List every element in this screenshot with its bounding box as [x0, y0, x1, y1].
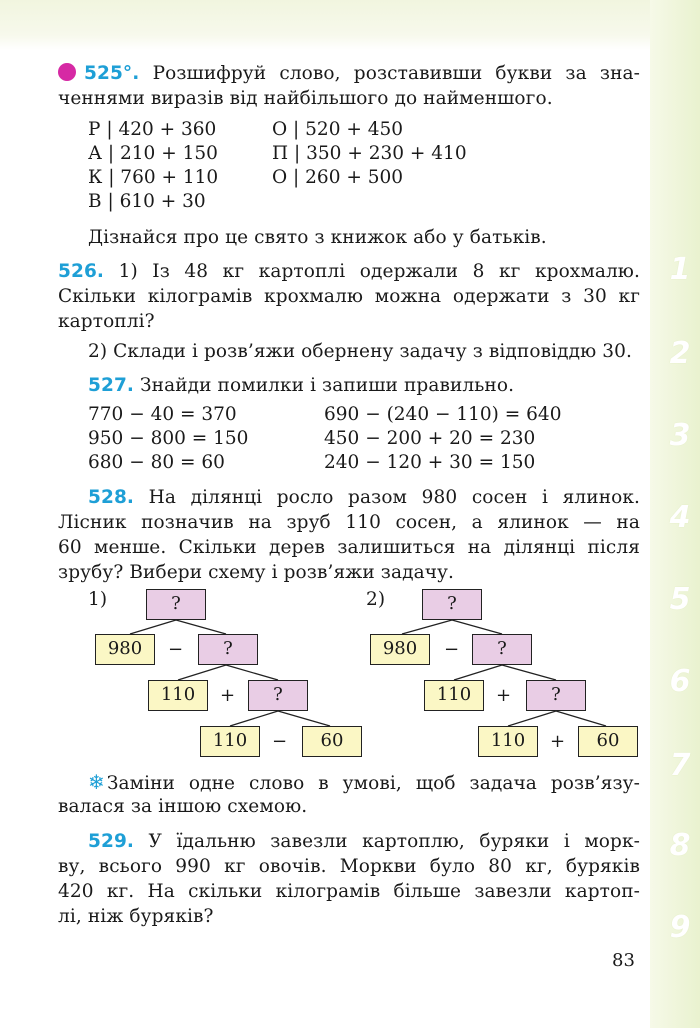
side-tab-1[interactable]: 1	[669, 252, 691, 287]
task-526-line1: 526. 1) Із 48 кг картоплі одержали 8 кг крохмалю.	[58, 261, 640, 282]
scheme-2-result-box: ?	[422, 589, 482, 620]
scheme-2-operator: +	[496, 685, 512, 706]
side-tab-6[interactable]: 6	[669, 664, 691, 699]
expr-row: П | 350 + 230 + 410	[272, 143, 467, 164]
scheme-2-value-box: 110	[478, 726, 538, 757]
task-529-number: 529.	[88, 831, 135, 852]
scheme-1-value-box: 980	[95, 634, 155, 665]
task-526-line3: картоплі?	[58, 311, 155, 332]
scheme-2-value-box: 60	[578, 726, 638, 757]
scheme-2-operator: −	[444, 639, 460, 660]
task-529-line1: 529. У їдальню завезли картоплю, буряки і морк-	[88, 831, 641, 852]
scheme-2-operator: +	[550, 731, 566, 752]
scheme-1-operator: −	[168, 639, 184, 660]
scheme-1-label: 1)	[88, 589, 108, 610]
scheme-2-value-box: 980	[370, 634, 430, 665]
scheme-1-result-box: ?	[146, 589, 206, 620]
scheme-1-value-box: 110	[200, 726, 260, 757]
side-tab-9[interactable]: 9	[669, 910, 691, 945]
side-tab-4[interactable]: 4	[669, 500, 691, 535]
task-528-note-line1: ❄ Заміни одне слово в умові, щоб задача розв’язу-	[88, 770, 640, 794]
expr-row: А | 210 + 150	[88, 143, 218, 164]
task-525-footer: Дізнайся про це свято з книжок або у батьків.	[88, 227, 547, 248]
task-528-line1: 528. На ділянці росло разом 980 сосен і ялинок.	[88, 487, 641, 508]
scheme-2-unknown-box: ?	[472, 634, 532, 665]
task-526-line4: 2) Склади і розв’яжи обернену задачу з відповіддю 30.	[88, 341, 632, 362]
expr-row: В | 610 + 30	[88, 191, 206, 212]
page-number: 83	[612, 950, 635, 971]
equation-row: 690 − (240 − 110) = 640	[324, 404, 562, 425]
task-526-line2: Скільки кілограмів крохмалю можна одержати з 30 кг	[58, 286, 640, 307]
expr-row: О | 260 + 500	[272, 167, 404, 188]
side-tab-5[interactable]: 5	[669, 582, 691, 617]
equation-row: 240 − 120 + 30 = 150	[324, 452, 536, 473]
task-529-line3: 420 кг. На скільки кілограмів більше завезли картоп-	[58, 881, 640, 902]
scheme-1-operator: +	[220, 685, 236, 706]
equation-row: 770 − 40 = 370	[88, 404, 237, 425]
task-528-note-line2: валася за іншою схемою.	[58, 796, 308, 817]
task-527-line1: 527. Знайди помилки і запиши правильно.	[88, 375, 515, 396]
task-526-number: 526.	[58, 261, 105, 282]
task-528-number: 528.	[88, 487, 135, 508]
side-tab-3[interactable]: 3	[669, 418, 691, 453]
side-tab-8[interactable]: 8	[669, 828, 691, 863]
task-528-line4: зрубу? Вибери схему і розв’яжи задачу.	[58, 562, 455, 583]
task-529-line4: лі, ніж буряків?	[58, 906, 214, 927]
scheme-1-unknown-box: ?	[198, 634, 258, 665]
task-525-line2: ченнями виразів від найбільшого до найменшого.	[58, 88, 553, 109]
scheme-1-value-box: 110	[148, 680, 208, 711]
task-528-line3: 60 менше. Скільки дерев залишиться на ділянці після	[58, 537, 640, 558]
top-band	[0, 0, 700, 50]
scheme-1-operator: −	[272, 731, 288, 752]
scheme-2-label: 2)	[366, 589, 386, 610]
task-528-line2: Лісник позначив на зруб 110 сосен, а ялинок — на	[58, 512, 640, 533]
expr-row: Р | 420 + 360	[88, 119, 217, 140]
scheme-2-unknown-box: ?	[526, 680, 586, 711]
side-tab-7[interactable]: 7	[669, 748, 691, 783]
side-tab-2[interactable]: 2	[669, 336, 691, 371]
equation-row: 680 − 80 = 60	[88, 452, 225, 473]
task-527-number: 527.	[88, 375, 135, 396]
task-525-number: 525°.	[84, 63, 140, 84]
expr-row: О | 520 + 450	[272, 119, 404, 140]
task-525-line1: 525°. Розшифруй слово, розставивши букви за зна-	[58, 62, 640, 86]
scheme-1-unknown-box: ?	[248, 680, 308, 711]
equation-row: 450 − 200 + 20 = 230	[324, 428, 536, 449]
expr-row: К | 760 + 110	[88, 167, 219, 188]
snowflake-icon: ❄	[88, 770, 105, 794]
equation-row: 950 − 800 = 150	[88, 428, 249, 449]
scheme-1-value-box: 60	[302, 726, 362, 757]
scheme-2-value-box: 110	[424, 680, 484, 711]
task-529-line2: ву, всього 990 кг овочів. Моркви було 80 кг, буряків	[58, 856, 640, 877]
